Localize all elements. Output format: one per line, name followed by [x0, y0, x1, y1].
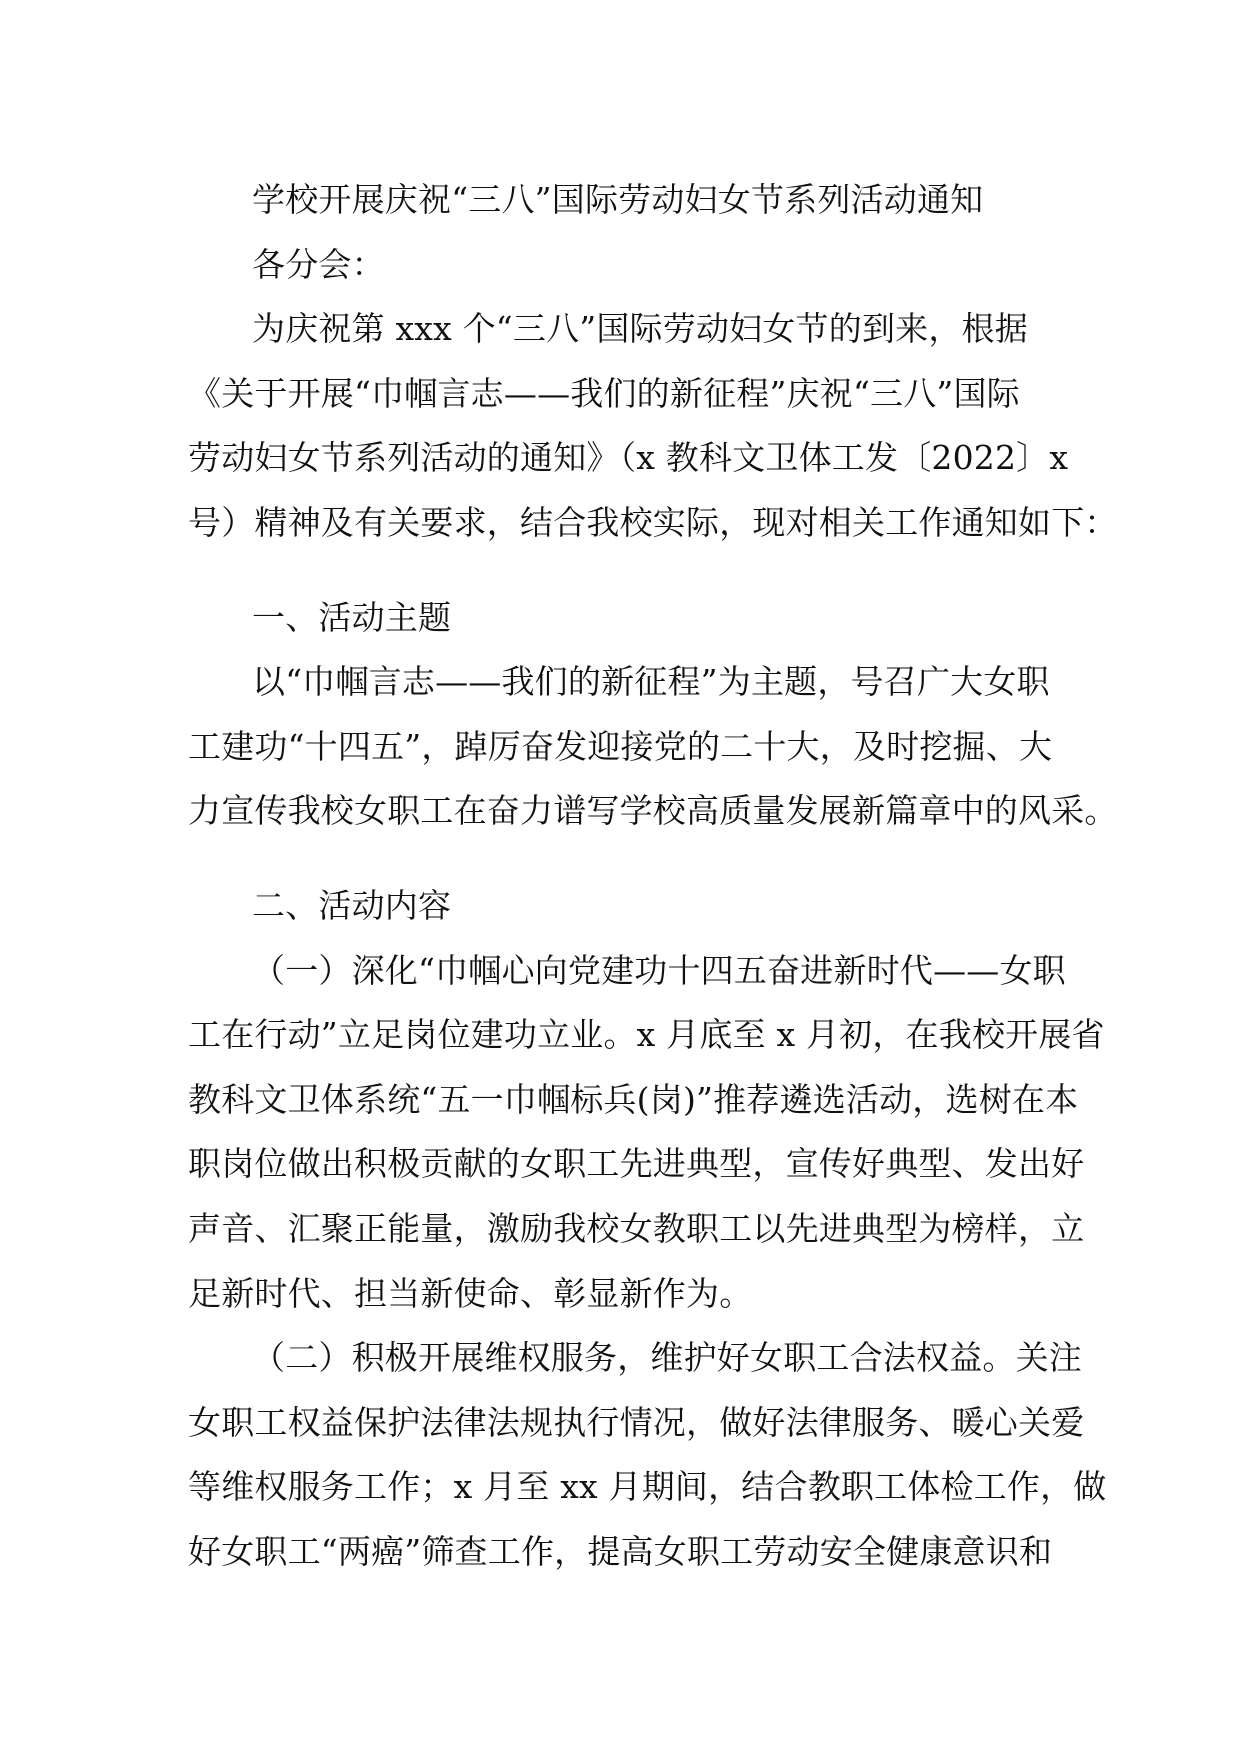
- paragraph-line: 以“巾帼言志——我们的新征程”为主题，号召广大女职: [252, 662, 1050, 702]
- paragraph-line: 为庆祝第 xxx 个“三八”国际劳动妇女节的到来，根据: [252, 309, 1028, 349]
- paragraph-line: 好女职工“两癌”筛查工作，提高女职工劳动安全健康意识和: [188, 1531, 1053, 1571]
- paragraph-line: 职岗位做出积极贡献的女职工先进典型，宣传好典型、发出好: [188, 1144, 1085, 1184]
- document-title: 学校开展庆祝“三八”国际劳动妇女节系列活动通知: [252, 180, 984, 219]
- paragraph-line: 声音、汇聚正能量，激励我校女教职工以先进典型为榜样，立: [188, 1208, 1085, 1248]
- paragraph-line: 等维权服务工作；x 月至 xx 月期间，结合教职工体检工作，做: [188, 1467, 1107, 1507]
- salutation: 各分会：: [252, 244, 385, 284]
- paragraph-line: 《关于开展“巾帼言志——我们的新征程”庆祝“三八”国际: [188, 373, 1020, 413]
- section-heading-theme: 一、活动主题: [252, 597, 452, 637]
- intro-paragraph: [188, 297, 1118, 555]
- paragraph-line: 女职工权益保护法律法规执行情况，做好法律服务、暖心关爱: [188, 1402, 1085, 1442]
- theme-paragraph: [188, 650, 1118, 844]
- paragraph-line: 号）精神及有关要求，结合我校实际，现对相关工作通知如下：: [188, 502, 1118, 542]
- paragraph-line: （一）深化“巾帼心向党建功十四五奋进新时代——女职: [252, 950, 1066, 990]
- paragraph-line: 足新时代、担当新使命、彰显新作为。: [188, 1273, 753, 1313]
- content-item-2: [188, 1326, 1107, 1584]
- content-item-1: [188, 939, 1105, 1327]
- section-gap: [188, 556, 1068, 586]
- paragraph-line: （二）积极开展维权服务，维护好女职工合法权益。关注: [252, 1338, 1082, 1378]
- paragraph-line: 教科文卫体系统“五一巾帼标兵(岗)”推荐遴选活动，选树在本: [188, 1079, 1079, 1119]
- section-gap: [188, 844, 1068, 874]
- paragraph-line: 工在行动”立足岗位建功立业。x 月底至 x 月初，在我校开展省: [188, 1015, 1105, 1055]
- paragraph-line: 工建功“十四五”，踔厉奋发迎接党的二十大，及时挖掘、大: [188, 726, 1053, 766]
- section-heading-content: 二、活动内容: [252, 885, 452, 925]
- paragraph-line: 劳动妇女节系列活动的通知》（x 教科文卫体工发〔2022〕x: [188, 438, 1069, 478]
- document-page: [188, 168, 1118, 1584]
- paragraph-line: 力宣传我校女职工在奋力谱写学校高质量发展新篇章中的风采。: [188, 791, 1118, 831]
